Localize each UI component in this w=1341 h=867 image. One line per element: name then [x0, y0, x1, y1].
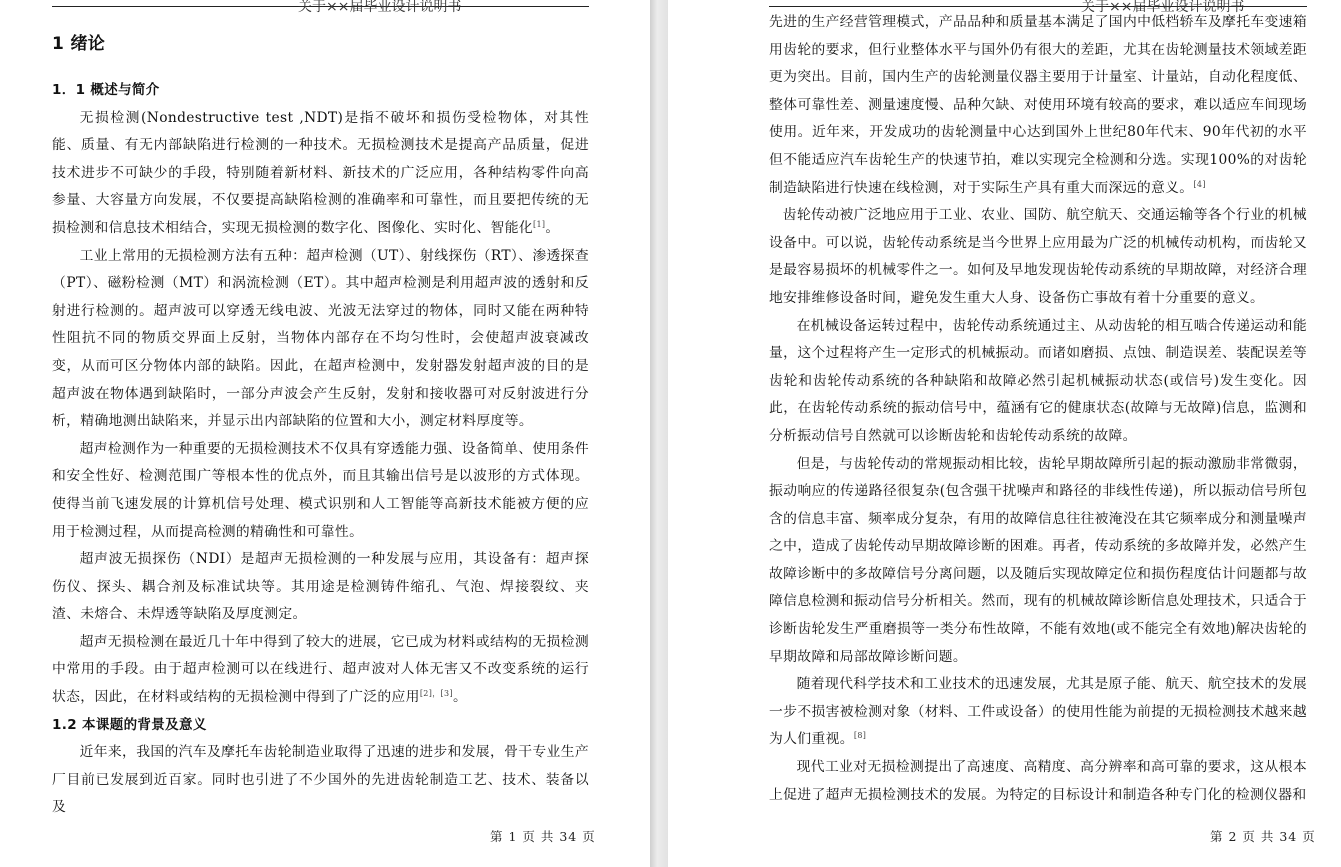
- paragraph: 先进的生产经营管理模式，产品品种和质量基本满足了国内中低档轿车及摩托车变速箱用齿轮的要求，但行业整体水平与国外仍有很大的差距，尤其在齿轮测量技术领域差距更为突出。目前，国内生产的齿轮测量仪器主要用于计量室、计量站，自动化程度低、整体可靠性差、测量速度慢、品种欠缺、对使用环境有较高的要求，难以适应车间现场使用。近年来，开发成功的齿轮测量中心达到国外上世纪80年代末、90年代初的水平但不能适应汽车齿轮生产的快速节拍，难以实现完全检测和分选。实现100%的对齿轮制造缺陷进行快速在线检测，对于实际生产具有重大而深远的意义。[4]: [769, 14, 1307, 196]
- citation: [4]: [1193, 179, 1206, 189]
- paragraph: 现代工业对无损检测提出了高速度、高精度、高分辨率和高可靠的要求，这从根本上促进了超声无损检测技术的发展。为特定的目标设计和制造各种专门化的检测仪器和: [769, 759, 1307, 803]
- document-page-2: [668, 0, 1341, 867]
- citation: [8]: [853, 731, 867, 741]
- paragraph: 近年来，我国的汽车及摩托车齿轮制造业取得了迅速的进步和发展，骨干专业生产厂目前已发展到近百家。同时也引进了不少国外的先进齿轮制造工艺、技术、装备以及: [52, 744, 589, 816]
- page-header: 关于××届毕业设计说明书: [1081, 0, 1245, 15]
- paragraph: 在机械设备运转过程中，齿轮传动系统通过主、从动齿轮的相互啮合传递运动和能量，这个过程将产生一定形式的机械振动。而诸如磨损、点蚀、制造误差、装配误差等齿轮和齿轮传动系统的各种缺陷和故障必然引起机械振动状态(或信号)发生变化。因此，在齿轮传动系统的振动信号中，蕴涵有它的健康状态(故障与无故障)信息，监测和分析振动信号自然就可以诊断齿轮和齿轮传动系统的故障。: [769, 317, 1307, 444]
- page-header-rule: [52, 0, 589, 15]
- section-heading: 1．1 概述与简介: [52, 82, 160, 98]
- paragraph: 无损检测(Nondestructive test ,NDT)是指不破坏和损伤受检物体，对其性能、质量、有无内部缺陷进行检测的一种技术。无损检测技术是提高产品质量，促进技术进步不可缺少的手段，特别随着新材料、新技术的广泛应用，各种结构零件向高参量、大容量方向发展，不仅要提高缺陷检测的准确率和可靠性，而且要把传统的无损检测和信息技术相结合，实现无损检测的数字化、图像化、实时化、智能化[1]。: [52, 109, 589, 236]
- paragraph: 超声无损检测在最近几十年中得到了较大的进展，它已成为材料或结构的无损检测中常用的手段。由于超声检测可以在线进行、超声波对人体无害又不改变系统的运行状态，因此，在材料或结构的无损检测中得到了广泛的应用[2]，[3]。: [52, 633, 589, 706]
- paragraph: 超声波无损探伤（NDI）是超声无损检测的一种发展与应用，其设备有：超声探伤仪、探头、耦合剂及标准试块等。其用途是检测铸件缩孔、气泡、焊接裂纹、夹渣、未熔合、未焊透等缺陷及厚度测定。: [52, 551, 589, 623]
- paragraph: 超声检测作为一种重要的无损检测技术不仅具有穿透能力强、设备简单、使用条件和安全性好、检测范围广等根本性的优点外，而且其输出信号是以波形的方式体现。使得当前飞速发展的计算机信号处理、模式识别和人工智能等高新技术能被方便的应用于检测过程，从而提高检测的精确性和可靠性。: [52, 440, 589, 540]
- page-footer: 第 2 页 共 34 页: [1210, 829, 1316, 844]
- citation: [1]: [533, 219, 546, 229]
- citation: [2]，[3]: [419, 689, 453, 699]
- section-heading: 1.2 本课题的背景及意义: [52, 716, 207, 733]
- page-gap: [650, 0, 668, 867]
- page-footer: 第 1 页 共 34 页: [490, 829, 596, 844]
- page-header: 关于××届毕业设计说明书: [298, 0, 462, 15]
- chapter-heading: 1 绪论: [52, 34, 106, 54]
- page-body: [769, 9, 1307, 809]
- paragraph: 但是，与齿轮传动的常规振动相比较，齿轮早期故障所引起的振动激励非常微弱，振动响应的传递路径很复杂(包含强干扰噪声和路径的非线性传递)，所以振动信号所包含的信息丰富、频率成分复杂，有用的故障信息往往被淹没在其它频率成分和测量噪声之中，造成了齿轮传动早期故障诊断的困难。再者，传动系统的多故障并发，必然产生故障诊断中的多故障信号分离问题，以及随后实现故障定位和损伤程度估计问题都与故障信息检测和振动信号分析相关。然而，现有的机械故障诊断信息处理技术，只适合于诊断齿轮发生严重磨损等一类分布性故障，不能有效地(或不能完全有效地)解决齿轮的早期故障和局部故障诊断问题。: [769, 455, 1307, 665]
- paragraph: 随着现代科学技术和工业技术的迅速发展，尤其是原子能、航天、航空技术的发展一步不损害被检测对象（材料、工件或设备）的使用性能为前提的无损检测技术越来越为人们重视。[8]: [769, 676, 1307, 748]
- document-page-1: [0, 0, 650, 867]
- paragraph: 工业上常用的无损检测方法有五种：超声检测（UT）、射线探伤（RT）、渗透探查（PT）、磁粉检测（MT）和涡流检测（ET）。其中超声检测是利用超声波的透射和反射进行检测的。超声波可以穿透无线电波、光波无法穿过的物体，同时又能在两种特性阻抗不同的物质交界面上反射，当物体内部存在不均匀性时，会使超声波衰减改变，从而可区分物体内部的缺陷。因此，在超声检测中，发射器发射超声波的目的是超声波在物体遇到缺陷时，一部分声波会产生反射，发射和接收器可对反射波进行分析，精确地测出缺陷来，并显示出内部缺陷的位置和大小，测定材料厚度等。: [52, 247, 589, 430]
- page-header-rule: [769, 0, 1307, 15]
- paragraph: 齿轮传动被广泛地应用于工业、农业、国防、航空航天、交通运输等各个行业的机械设备中。可以说，齿轮传动系统是当今世界上应用最为广泛的机械传动机构，而齿轮又是最容易损坏的机械零件之一。如何及早地发现齿轮传动系统的早期故障，对经济合理地安排维修设备时间，避免发生重大人身、设备伤亡事故有着十分重要的意义。: [769, 207, 1307, 306]
- page-body: [52, 30, 589, 822]
